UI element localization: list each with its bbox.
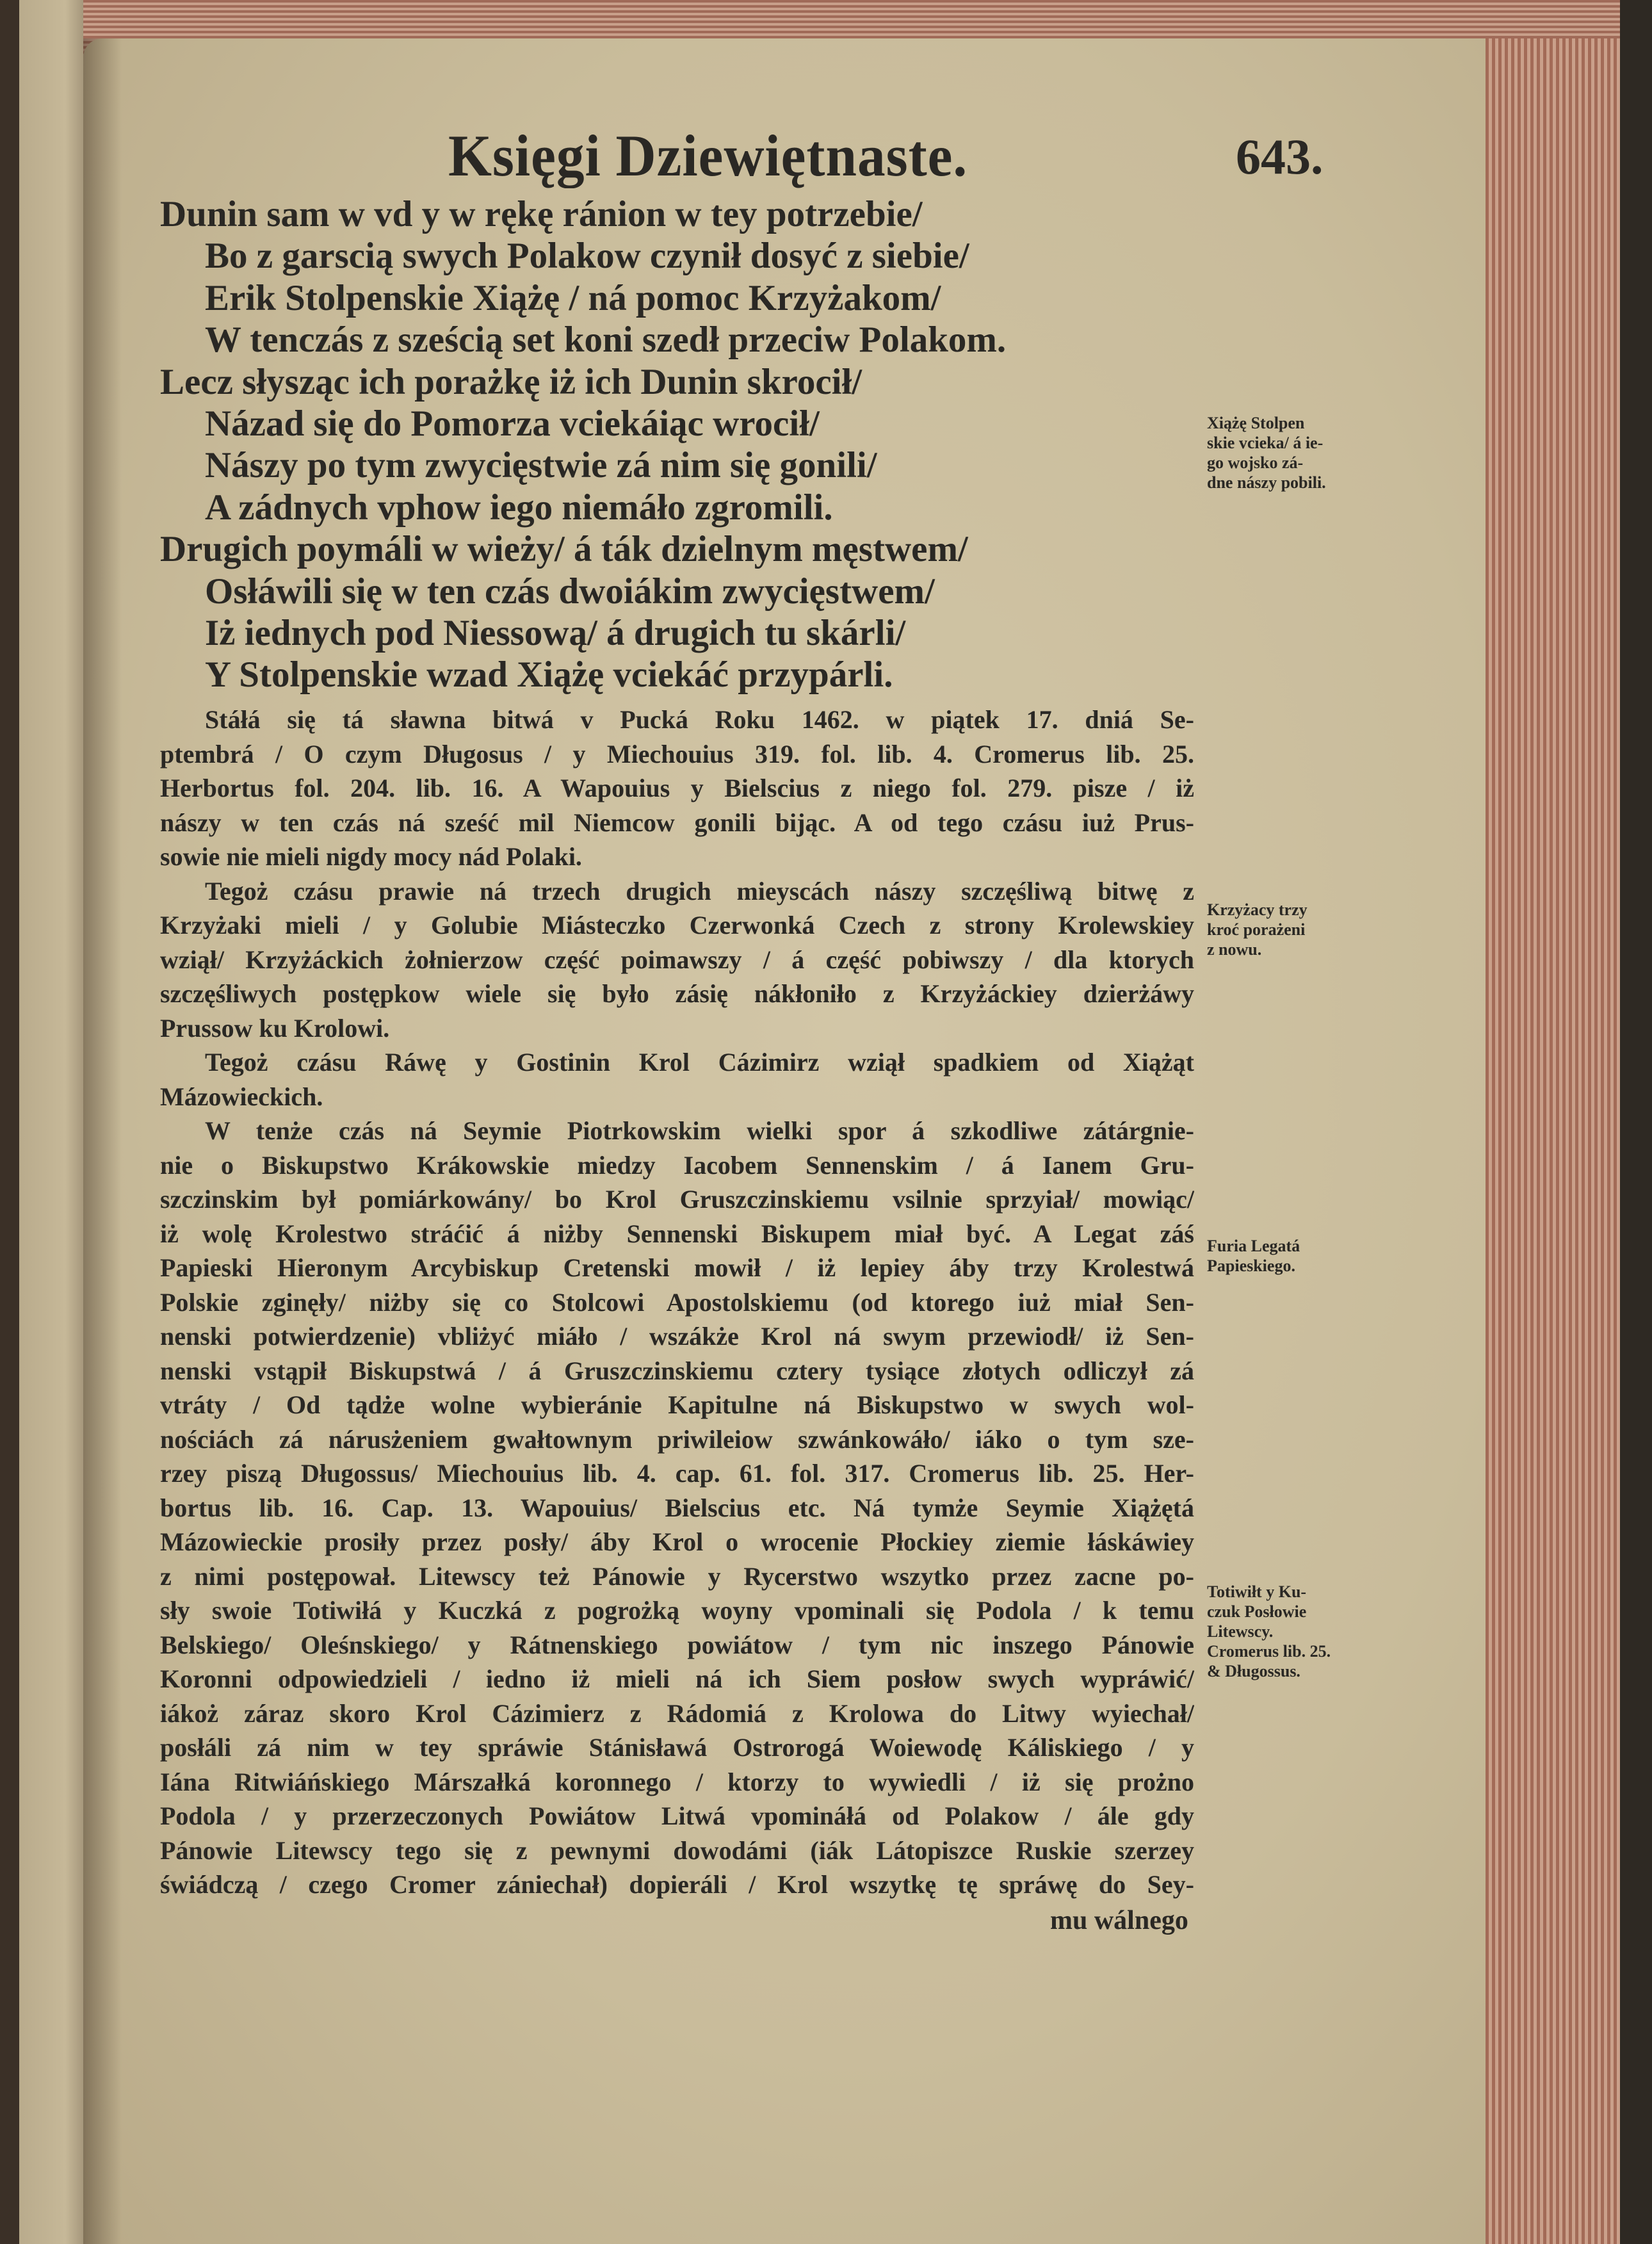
margin-note-line: z nowu. <box>1207 940 1262 959</box>
margin-note-line: Papieskiego. <box>1207 1256 1295 1275</box>
verse-line: Iż iednych pod Niessową/ á drugich tu skárli/ <box>205 612 906 653</box>
prose-line: świádczą / czego Cromer zániechał) dopieráli / Krol wszytkę tę spráwę do Sey- <box>160 1870 1194 1899</box>
catchword: mu wálnego <box>1050 1906 1188 1935</box>
verse-line: Osłáwili się w ten czás dwoiákim zwycięstwem/ <box>205 571 935 612</box>
margin-note-line: Litewscy. <box>1207 1622 1274 1641</box>
prose-line: Belskiego/ Oleśnskiego/ y Rátnenskiego powiátow / tym nic inszego Pánowie <box>160 1630 1194 1659</box>
prose-line: Stáłá się tá sławna bitwá v Pucká Roku 1462. w piątek 17. dniá Se- <box>205 705 1194 734</box>
prose-line: szczinskim był pomiárkowány/ bo Krol Gruszczinskiemu vsilnie sprzyiał/ mowiąc/ <box>160 1185 1194 1214</box>
margin-note-line: Totiwiłt y Ku- <box>1207 1582 1307 1601</box>
margin-note-line: Xiążę Stolpen <box>1207 414 1305 432</box>
verse-line: Nászy po tym zwycięstwie zá nim się gonili/ <box>205 445 877 486</box>
margin-note-line: kroć porażeni <box>1207 920 1306 939</box>
prose-line: Tegoż czásu Ráwę y Gostinin Krol Cázimirz wziął spadkiem od Xiążąt <box>205 1048 1194 1077</box>
prose-line: Prussow ku Krolowi. <box>160 1013 390 1043</box>
verse-line: A zádnych vphow iego niemáło zgromili. <box>205 487 833 528</box>
margin-note <box>1207 900 1308 959</box>
prose-line: Tegoż czásu prawie ná trzech drugich mieyscách nászy szczęśliwą bitwę z <box>205 876 1194 906</box>
prose-line: szczęśliwych postępkow wiele się było zásię nákłoniło z Krzyżáckiey dzierżáwy <box>160 979 1194 1008</box>
margin-note <box>1207 413 1326 492</box>
prose-line: nenski potwierdzenie) vbliżyć miáło / wszákże Krol ná swym przewiodł/ iż Sen- <box>160 1322 1194 1351</box>
verse-line: Názad się do Pomorza vciekáiąc wrocił/ <box>205 403 820 444</box>
margin-note <box>1207 1236 1300 1276</box>
margin-note-line: go wojsko zá- <box>1207 453 1304 472</box>
prose-line: Podola / y przerzeczonych Powiátow Litwá vpomináłá od Polakow / ále gdy <box>160 1801 1194 1830</box>
prose-line: z nimi postępował. Litewscy też Pánowie y Rycerstwo wszytko przez zacne po- <box>160 1561 1194 1591</box>
prose-line: iż wolę Krolestwo stráćić á niżby Sennenski Biskupem miał być. A Legat záś <box>160 1219 1194 1248</box>
margin-note-line: Krzyżacy trzy <box>1207 900 1308 919</box>
prose-line: nie o Biskupstwo Krákowskie miedzy Iacobem Sennenskim / á Ianem Gru- <box>160 1150 1194 1180</box>
margin-note-line: dne nászy pobili. <box>1207 473 1326 492</box>
verse-line: W tenczás z sześcią set koni szedł przeciw Polakom. <box>205 320 1007 361</box>
verse-block <box>160 193 1249 696</box>
prose-line: Mázowieckich. <box>160 1082 323 1111</box>
margin-note-line: Cromerus lib. 25. <box>1207 1642 1331 1661</box>
prose-line: Polskie zginęły/ niżby się co Stolcowi Apostolskiemu (od ktorego iuż miał Sen- <box>160 1287 1194 1317</box>
prose-line: ptembrá / O czym Długosus / y Miechouius 319. fol. lib. 4. Cromerus lib. 25. <box>160 739 1194 768</box>
prose-line: bortus lib. 16. Cap. 13. Wapouius/ Bielscius etc. Ná tymże Seymie Xiążętá <box>160 1493 1194 1522</box>
verse-line: Erik Stolpenskie Xiążę / ná pomoc Krzyżakom/ <box>205 277 941 318</box>
prose-line: Mázowieckie prosiły przez posły/ áby Krol o wrocenie Płockiey ziemie łáskáwiey <box>160 1527 1194 1556</box>
running-head: Księgi Dziewiętnaste. <box>448 123 968 188</box>
prose-line: vtráty / Od tądże wolne wybieránie Kapitulne ná Biskupstwo w swych wol- <box>160 1390 1194 1419</box>
verse-line: Bo z garscią swych Polakow czynił dosyć z siebie/ <box>205 236 969 277</box>
prose-line: nenski vstąpił Biskupstwá / á Gruszczinskiemu cztery tysiące złotych odliczył zá <box>160 1356 1194 1385</box>
prose-block <box>160 703 1194 1902</box>
book-edge-left <box>0 0 19 2244</box>
verse-line: Drugich poymáli w wieży/ á ták dzielnym męstwem/ <box>160 529 968 570</box>
prose-line: Herbortus fol. 204. lib. 16. A Wapouius y Bielscius z niego fol. 279. pisze / iż <box>160 774 1194 802</box>
prose-line: Krzyżaki mieli / y Golubie Miásteczko Czerwonká Czech z strony Krolewskiey <box>160 911 1194 939</box>
prose-line: nościách zá nárusżeniem gwałtownym priwileiow szwánkowáło/ iáko o tym sze- <box>160 1424 1194 1454</box>
prose-line: W tenże czás ná Seymie Piotrkowskim wielki spor á szkodliwe zátárgnie- <box>205 1116 1194 1145</box>
verse-line: Lecz słysząc ich porażkę iż ich Dunin skrocił/ <box>160 361 862 402</box>
margin-note <box>1207 1582 1331 1681</box>
margin-note-line: czuk Posłowie <box>1207 1602 1307 1621</box>
prose-line: Koronni odpowiedzieli / iedno iż mieli ná ich Siem posłow swych wypráwić/ <box>160 1664 1194 1693</box>
prose-line: Iána Ritwiáńskiego Márszałká koronnego / ktorzy to wywiedli / iż się prożno <box>160 1767 1194 1796</box>
prose-line: iákoż záraz skoro Krol Cázimierz z Rádomiá z Krolowa do Litwy wyiechał/ <box>160 1698 1194 1728</box>
margin-note-line: skie vcieka/ á ie- <box>1207 434 1324 452</box>
verse-line: Dunin sam w vd y w rękę ránion w tey potrzebie/ <box>160 194 923 234</box>
prose-line: sowie nie mieli nigdy mocy nád Polaki. <box>160 842 582 871</box>
margin-note-line: Furia Legatá <box>1207 1237 1300 1255</box>
prose-line: sły swoie Totiwiłá y Kuczká z pogrożką woyny vpominali się Podola / k temu <box>160 1596 1194 1625</box>
prose-line: wziął/ Krzyżáckich żołnierzow część poimawszy / á część pobiwszy / dla ktorych <box>160 945 1194 974</box>
prose-line: Papieski Hieronym Arcybiskup Cretenski mowił / iż lepiey áby trzy Krolestwá <box>160 1253 1194 1282</box>
verse-line: Y Stolpenskie wzad Xiążę vciekáć przypárli. <box>205 654 893 695</box>
prose-line: posłáli zá nim w tey spráwie Stánisławá Ostrorogá Woiewodę Káliskiego / y <box>160 1733 1194 1762</box>
prose-line: nászy w ten czás ná sześć mil Niemcow gonili bijąc. A od tego czásu iuż Prus- <box>160 808 1194 837</box>
prose-line: rzey piszą Długossus/ Miechouius lib. 4. cap. 61. fol. 317. Cromerus lib. 25. Her- <box>160 1459 1194 1488</box>
gutter-shadow <box>83 38 122 2244</box>
page-number: 643. <box>1236 129 1324 184</box>
margin-note-line: & Długossus. <box>1207 1662 1300 1680</box>
prose-line: Pánowie Litewscy tego się z pewnymi dowodámi (iák Látopiszce Ruskie szerzey <box>160 1835 1194 1865</box>
